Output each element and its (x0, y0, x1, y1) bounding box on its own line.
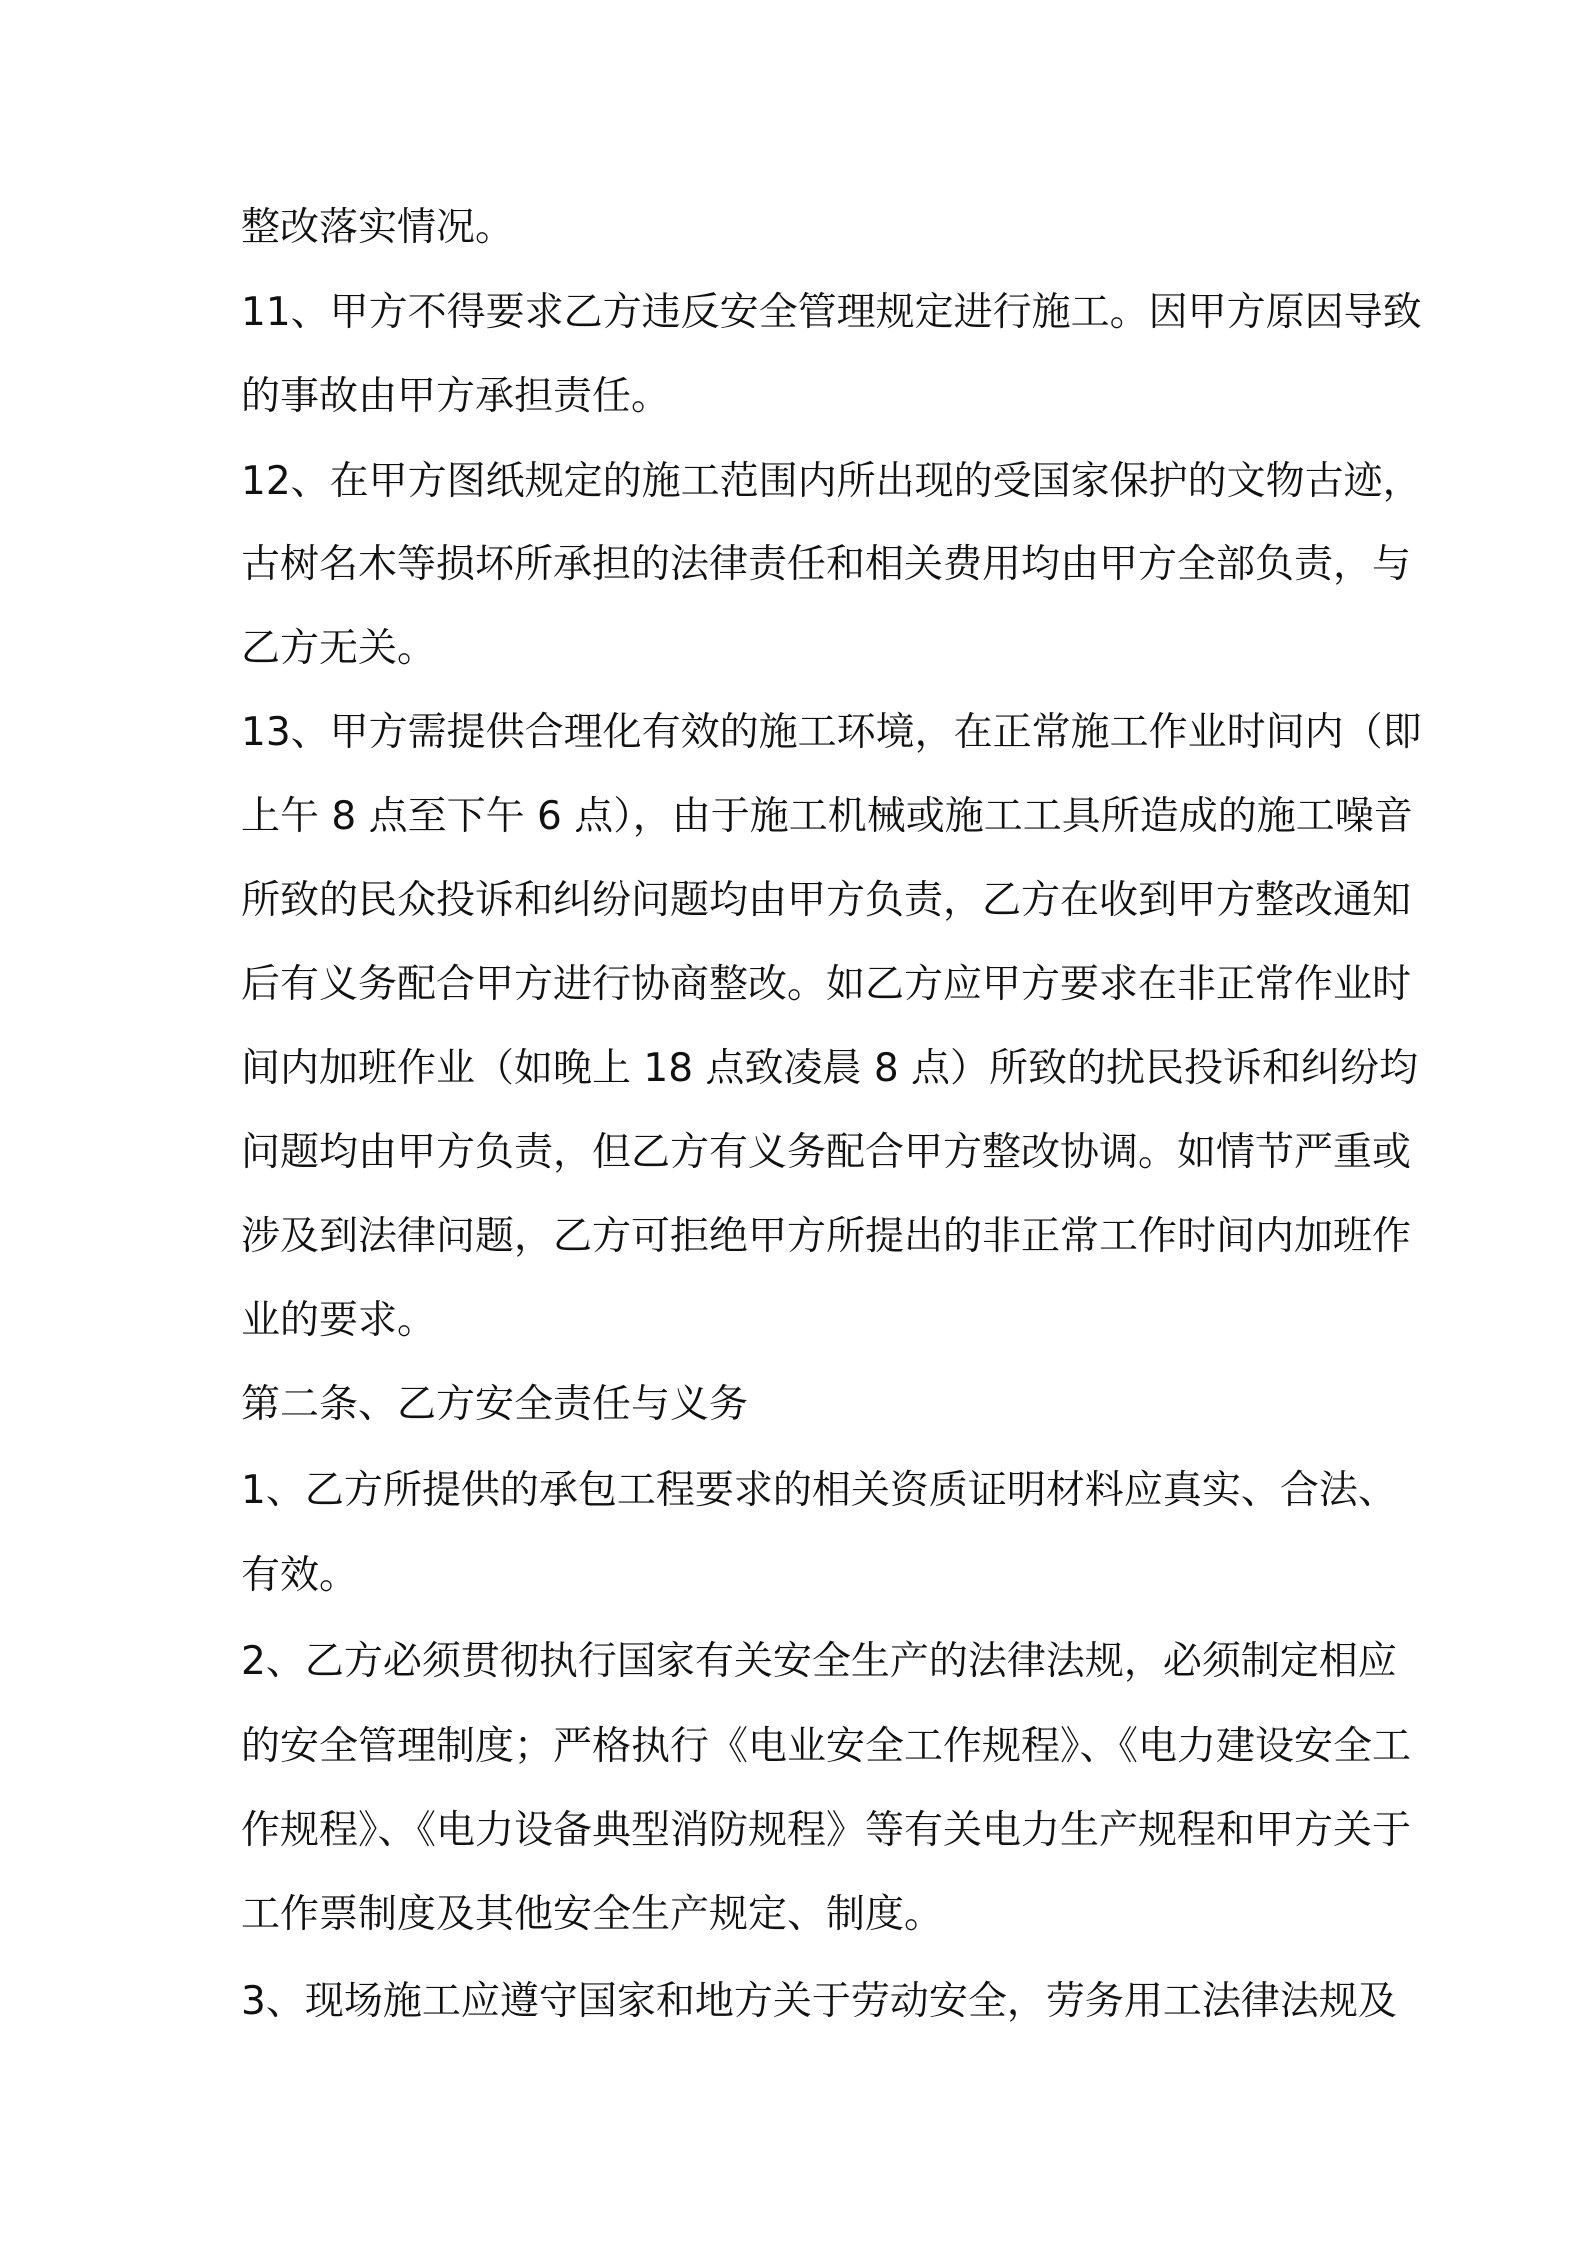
text-line: 问题均由甲方负责，但乙方有义务配合甲方整改协调。如情节严重或 (241, 1130, 1412, 1175)
text-line: 乙方无关。 (241, 626, 437, 671)
text-line: 作规程》、《电力设备典型消防规程》等有关电力生产规程和甲方关于 (241, 1808, 1412, 1853)
text-line: 13、甲方需提供合理化有效的施工环境，在正常施工作业时间内（即 (241, 710, 1422, 755)
text-line: 的安全管理制度；严格执行《电业安全工作规程》、《电力建设安全工 (241, 1724, 1412, 1769)
text-line: 上午 8 点至下午 6 点），由于施工机械或施工工具所造成的施工噪音 (241, 794, 1413, 839)
text-line: 涉及到法律问题，乙方可拒绝甲方所提出的非正常工作时间内加班作 (241, 1214, 1412, 1259)
text-line: 工作票制度及其他安全生产规定、制度。 (241, 1892, 944, 1937)
text-line: 整改落实情况。 (241, 205, 515, 250)
text-line: 后有义务配合甲方进行协商整改。如乙方应甲方要求在非正常作业时 (241, 962, 1412, 1007)
text-line: 的事故由甲方承担责任。 (241, 374, 671, 419)
text-line: 11、甲方不得要求乙方违反安全管理规定进行施工。因甲方原因导致 (241, 290, 1422, 335)
text-line: 2、乙方必须贯彻执行国家有关安全生产的法律法规，必须制定相应 (241, 1639, 1397, 1684)
text-line: 3、现场施工应遵守国家和地方关于劳动安全，劳务用工法律法规及 (241, 1979, 1397, 2024)
text-line: 所致的民众投诉和纠纷问题均由甲方负责，乙方在收到甲方整改通知 (241, 878, 1412, 923)
text-line: 有效。 (241, 1553, 359, 1598)
text-line: 业的要求。 (241, 1298, 437, 1343)
text-line: 1、乙方所提供的承包工程要求的相关资质证明材料应真实、合法、 (241, 1468, 1397, 1513)
section-heading: 第二条、乙方安全责任与义务 (241, 1382, 749, 1427)
text-line: 12、在甲方图纸规定的施工范围内所出现的受国家保护的文物古迹， (241, 459, 1422, 504)
text-line: 古树名木等损坏所承担的法律责任和相关费用均由甲方全部负责，与 (241, 542, 1412, 587)
text-line: 间内加班作业（如晚上 18 点致凌晨 8 点）所致的扰民投诉和纠纷均 (241, 1046, 1419, 1091)
